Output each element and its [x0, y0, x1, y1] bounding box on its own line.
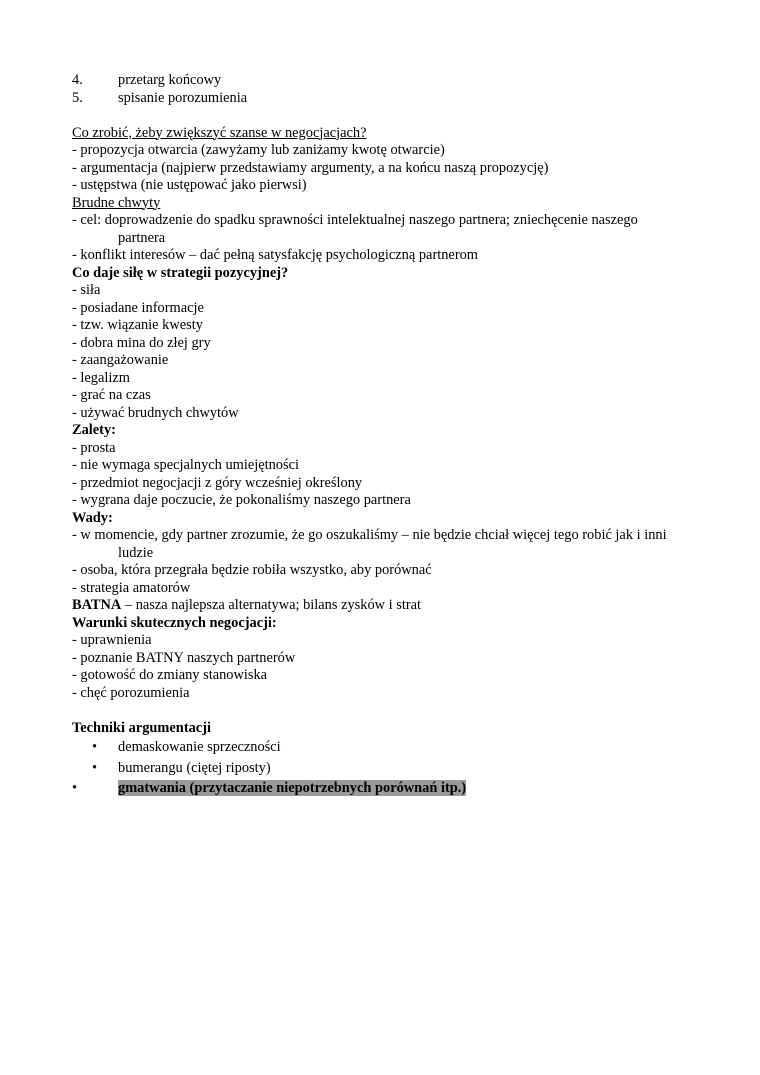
list-item: - konflikt interesów – dać pełną satysfakcję psychologiczną partnerom	[72, 247, 478, 263]
section-heading-conditions: Warunki skutecznych negocjacji:	[72, 614, 277, 631]
list-item: - prosta	[72, 439, 116, 456]
list-item: - gotowość do zmiany stanowiska	[72, 667, 268, 683]
step-text: przetarg końcowy	[118, 72, 222, 88]
bullet-text: demaskowanie sprzeczności	[118, 739, 281, 755]
bullet-item	[72, 737, 688, 758]
section-heading-techniques: Techniki argumentacji	[72, 719, 211, 736]
bullet-item	[72, 758, 688, 779]
list-item: - legalizm	[72, 369, 130, 386]
blank-line	[72, 107, 688, 125]
section-heading-chances: Co zrobić, żeby zwiększyć szanse w negocjacjach?	[72, 124, 367, 141]
list-item: - wygrana daje poczucie, że pokonaliśmy naszego partnera	[72, 492, 411, 508]
batna-text: – nasza najlepsza alternatywa; bilans zysków i strat	[121, 597, 422, 613]
list-item: - poznanie BATNY naszych partnerów	[72, 649, 296, 666]
list-item: - ustępstwa (nie ustępować jako pierwsi)	[72, 177, 307, 193]
batna-definition	[72, 597, 688, 615]
list-item: - zaangażowanie	[72, 352, 169, 368]
blank-line	[72, 702, 688, 720]
step-number: 5.	[72, 89, 83, 106]
list-item: - przedmiot negocjacji z góry wcześniej określony	[72, 474, 363, 491]
step-item	[72, 90, 688, 108]
list-item: - dobra mina do złej gry	[72, 334, 211, 351]
section-heading-cons: Wady:	[72, 509, 113, 526]
batna-term: BATNA	[72, 597, 122, 613]
document-page	[72, 72, 688, 799]
step-number: 4.	[72, 72, 83, 88]
bullet-item-highlighted	[72, 778, 688, 799]
step-item	[72, 72, 688, 90]
list-item: - argumentacja (najpierw przedstawiamy argumenty, a na końcu naszą propozycję)	[72, 159, 549, 176]
bullet-icon: •	[92, 759, 98, 776]
bullet-icon: •	[92, 739, 98, 755]
list-item: - uprawnienia	[72, 632, 152, 648]
section-heading-dirty-tricks: Brudne chwyty	[72, 194, 161, 211]
list-item: - nie wymaga specjalnych umiejętności	[72, 457, 299, 473]
list-item: - posiadane informacje	[72, 299, 204, 316]
list-item: - siła	[72, 282, 101, 298]
list-item: - tzw. wiązanie kwesty	[72, 317, 203, 333]
section-heading-strength: Co daje siłę w strategii pozycyjnej?	[72, 264, 289, 281]
section-heading-pros: Zalety:	[72, 422, 116, 438]
list-item: - grać na czas	[72, 387, 151, 403]
highlighted-text: gmatwania (przytaczanie niepotrzebnych porównań itp.)	[118, 780, 467, 796]
list-item: - chęć porozumienia	[72, 684, 190, 701]
list-item: - w momencie, gdy partner zrozumie, że go oszukaliśmy – nie będzie chciał więcej tego robić jak i inni ludzie	[72, 527, 667, 561]
step-text: spisanie porozumienia	[118, 89, 248, 106]
list-item: - propozycja otwarcia (zawyżamy lub zaniżamy kwotę otwarcie)	[72, 142, 445, 158]
list-item: - strategia amatorów	[72, 579, 191, 596]
list-item: - osoba, która przegrała będzie robiła wszystko, aby porównać	[72, 562, 432, 578]
list-item: - używać brudnych chwytów	[72, 404, 239, 421]
bullet-text: bumerangu (ciętej riposty)	[118, 759, 271, 776]
list-item: - cel: doprowadzenie do spadku sprawności intelektualnej naszego partnera; zniechęcenie naszego partnera	[72, 212, 638, 246]
bullet-icon: •	[72, 780, 78, 796]
